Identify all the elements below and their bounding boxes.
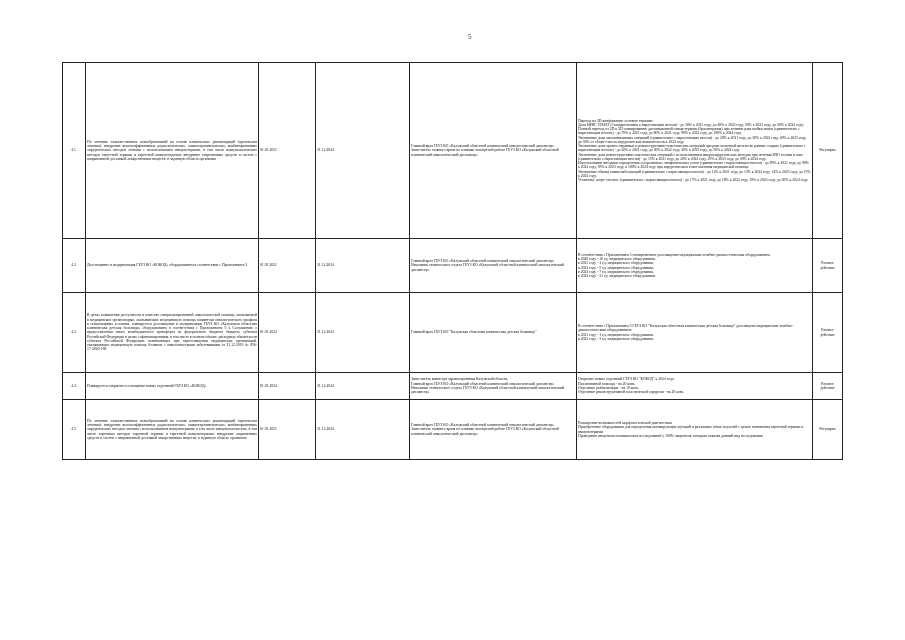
periodicity: Регулярно: [813, 63, 843, 239]
responsible-person: Начальник технического отдела ГБУЗ КО «Калужский областной клинический онкологический диспансер»: [411, 263, 565, 272]
indicator-line: Приобретение оборудования для определения активирующих мутаций в различных генах опухолей с целью назначения таргетной терапии и иммунотерапии: [578, 425, 804, 434]
row-number: 4.5.: [63, 400, 86, 460]
periodicity: Разовое действие: [813, 373, 843, 400]
indicator-line: Увеличение доли малоинвазивных операций (сравнительно с нарастающим итогом) - до 20% к 2021 году, до 30% к 2022 году, 40% к 2023 году, до 50% от общего числа хирургических вмешательств к 2024 году.: [578, 135, 807, 144]
end-date: 31.12.2024: [316, 373, 410, 400]
indicator-line: в 2022 году - 3 ед. медицинского оборудования.: [578, 336, 654, 341]
page-number: 5: [468, 33, 472, 41]
indicator-line: в 2021 году - 1 ед. медицинского оборудования,: [578, 332, 654, 337]
measure-title: Планируется открытие и оснащение новых отделений ГБУЗ КО «КОКОД»: [86, 373, 259, 400]
indicator-line: Отделение реабилитации - на 10 коек,: [578, 386, 639, 390]
responsible-cell: [410, 373, 577, 400]
table-row: [63, 373, 843, 400]
responsible-person: Главный врач ГБУЗ КО «Калужский областной клинический онкологический диспансер»: [411, 144, 555, 149]
indicator-line: Доля IMRT, VIMAT (стандартизована к нарастающим итогом) - до 30% к 2021 году, до 40% к 2022 году, 50% к 2023 году, до 60% к 2024 году;: [578, 122, 805, 127]
indicator-line: Проведение иммуногистохимических исследований у 100% пациентов, которым показан данный вид исследования: [578, 433, 763, 438]
row-number: 4.3.: [63, 293, 86, 373]
indicator-line: в 2023 году - 7 ед. медицинского оборудования,: [578, 269, 654, 274]
responsible-cell: [410, 400, 577, 460]
responsible-person: Главный врач ГБУЗ КО «Калужский областной клинический онкологический диспансер»: [411, 423, 555, 428]
end-date: 31.12.2024: [316, 400, 410, 460]
start-date: 01.01.2022: [259, 293, 316, 373]
indicator-line: Увеличение объема химиоэмболизаций (сравнительно с нарастающим итогом) - до 12% к 2021 году, до 13% к 2022 году, 14% к 2023 году, до 15% к 2024 году.: [578, 169, 811, 178]
responsible-person: Главный врач ГБУЗ КО «Калужский областной клинический онкологический диспансер»: [411, 381, 555, 386]
responsible-person: Главный врач ГБУЗ КО "Калужская областная клиническая детская больница": [411, 330, 537, 335]
responsible-cell: [410, 293, 577, 373]
indicator-line: Паллиативной помощи - на 20 коек,: [578, 381, 636, 386]
responsible-person: Заместитель главного врача по клинико-экспертной работе ГБУЗ КО «Калужский областной клинический онкологический диспансер»: [411, 148, 559, 157]
table-row: [63, 400, 843, 460]
indicator-line: Расширение возможностей морфологической диагностики: [578, 420, 672, 425]
responsible-person: Заместитель главного врача по клинико-экспертной работе ГБУЗ КО «Калужский областной клинический онкологический диспансер»: [411, 427, 559, 436]
indicator-line: Увеличение доли реконструктивно-пластических операций с использованием микрохирургических методик при лечении ЗНО головы и шеи (сравнительно с нарастающим итогом) - до 15% к 2021 году, до 20% к 2022 году, 25% к 2023 году, до 30% к 2024 году.: [578, 152, 803, 161]
measures-table: [62, 62, 843, 460]
end-date: 31.12.2022: [316, 293, 410, 373]
responsible-cell: [410, 239, 577, 293]
start-date: 01.01.2024: [259, 373, 316, 400]
start-date: 01.01.2021: [259, 63, 316, 239]
measure-title: По лечению злокачественных новообразований на основе клинических рекомендаций (протоколов лечения): внедрение высокоэффективных радиологических, химиотерапевтических, комбинированных хирургических методов лечения с использованием иммунотерапии, в том числе иммунологических методов таргетной терапии и таргетной иммунотерапии; внедрение современных средств и систем с направленной доставкой лекарственных веществ, в заданную область организма: [86, 63, 259, 239]
indicator-line: В соответствии с Приложением 3 своевременное дооснащение медицинским лечебно-диагностическим оборудованием:: [578, 252, 771, 257]
indicator-line: Отделение реконструктивной пластической хирургии - на 20 коек.: [578, 390, 685, 395]
indicator-line: Открытие новых отделений ГБУЗ КО "КОКОД" к 2024 году:: [578, 377, 675, 382]
measure-title: Дооснащение и модернизация ГБУЗ КО «КОКОД» оборудованием в соответствии с Приложением 3: [86, 239, 259, 293]
indicator-line: Увеличение доли органосохранных и реконструктивно-пластических операций при раке молочной железы во ранних стадиях (сравнительно с нарастающим итогом) - до 20% к 2021 году, до 30% к 2022 году, 40% к 2023 году, до 50% к 2024 году.: [578, 144, 806, 153]
indicators-cell: [577, 400, 813, 460]
row-number: 4.1.: [63, 63, 86, 239]
periodicity: Разовое действие: [813, 293, 843, 373]
periodicity: Регулярно: [813, 400, 843, 460]
indicators-cell: [577, 239, 813, 293]
indicator-line: Использование методики определения «сторожевых» лимфатических узлов (сравнительно с нарастающим итогом) - до 85% к 2021 году, до 90% к 2022 году, 95% к 2023 году, к 100% к 2024 году при хирургическом этапе оказания медицинской помощи.: [578, 161, 809, 170]
measure-title: В целях повышения доступности и качества специализированной онкологической помощи, оказываемой в медицинских организациях, оказывающих медицинскую помощь пациентам онкологического профиля в стационарных условиях, планируется дооснащение и модернизация ГБУЗ КО «Калужская областная клиническая детская больница» оборудованием в соответствии с Приложением 5 к Соглашению о предоставлении иного межбюджетного трансферта из федерального бюджета бюджету субъекта Российской Федерации в целях софинансирования, в том числе в полном объеме, расходных обязательств субъекта Российской Федерации, возникающих при переоснащении медицинских организаций, оказывающих медицинскую помощь больным с онкологическими заболеваниями от 21.12.2019 № 056-17-2020-186: [86, 293, 259, 373]
indicator-line: Переход на 3D-конформную лучевую терапию:: [578, 118, 654, 123]
end-date: 31.12.2024: [316, 63, 410, 239]
responsible-person: Заместитель министра здравоохранения Калужской области,: [411, 377, 509, 382]
end-date: 31.12.2024: [316, 239, 410, 293]
measure-title: По лечению злокачественных новообразований на основе клинических рекомендаций (протоколов лечения): внедрение высокоэффективных радиологических, химиотерапевтических, комбинированных хирургических методов лечения с использованием иммунотерапии, в том числе иммунологических, в том числе таргетных методов таргетной терапии и таргетной иммунотерапии; внедрение современных средств и систем с направленной доставкой лекарственных веществ, в заданную область организма: [86, 400, 259, 460]
periodicity: Разовое действие: [813, 239, 843, 293]
start-date: 01.01.2021: [259, 239, 316, 293]
responsible-cell: [410, 63, 577, 239]
table-row: [63, 239, 843, 293]
indicators-cell: [577, 63, 813, 239]
responsible-person: Начальник технического отдела ГБУЗ КО «Калужский областной клинический онкологический диспансер»: [411, 386, 565, 395]
table-row: [63, 63, 843, 239]
indicator-line: в 2024 году - 31 ед. медицинского оборудования.: [578, 274, 656, 279]
indicator-line: Установку «порт-систем» (сравнительно с нарастающим итогом) - до 17% к 2021 году, до 18% к 2022 году, 19% к 2023 году, до 20% к 2024 году.: [578, 178, 809, 183]
indicator-line: В соответствии с Приложением 5 ГБУЗ КО "Калужская областная клиническая детская больница" дооснащена медицинским лечебно-диагностическим оборудованием:: [578, 323, 794, 333]
row-number: 4.4.: [63, 373, 86, 400]
indicators-cell: [577, 293, 813, 373]
indicator-line: в 2021 году - 3 ед. медицинского оборудования,: [578, 261, 654, 266]
start-date: 01.01.2021: [259, 400, 316, 460]
indicator-line: в 2020 году - 10 ед. медицинского оборудования,: [578, 256, 656, 261]
table-row: [63, 293, 843, 373]
row-number: 4.2.: [63, 239, 86, 293]
indicators-cell: [577, 373, 813, 400]
indicator-line: Полный переход от 2D к 3D планированию дистанционной гамма-терапии (брахитерапия) при лечении рака шейки матки (сравнительно с нарастающим итогом) - до 70% к 2021 году, до 80% к 2021 году, 90% к 2022 году, до 100% к 2024 году.: [578, 127, 800, 136]
responsible-person: Главный врач ГБУЗ КО «Калужский областной клинический онкологический диспансер»: [411, 259, 555, 264]
indicator-line: в 2022 году - 5 ед. медицинского оборудования,: [578, 265, 654, 270]
